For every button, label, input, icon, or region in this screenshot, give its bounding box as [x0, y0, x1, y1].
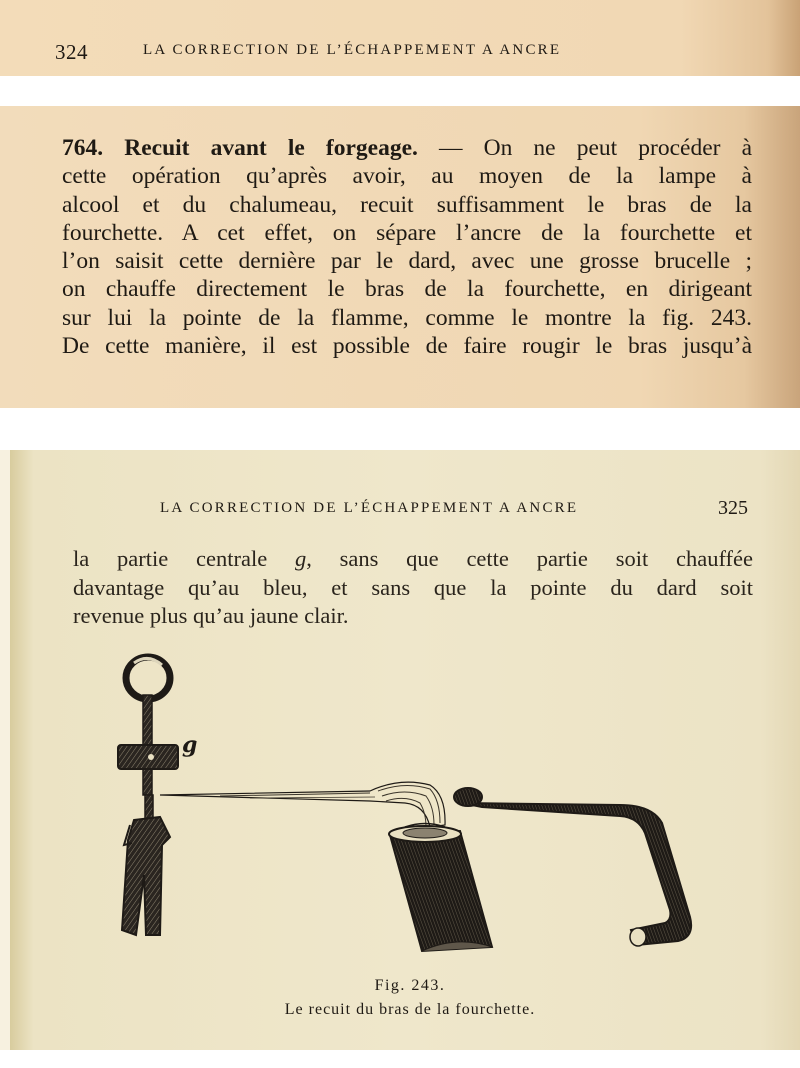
paragraph-line: l’on saisit cette dernière par le dard, avec une grosse brucelle ; — [62, 248, 752, 275]
paragraph-line: fourchette. A cet effet, on sépare l’ancre de la fourchette et — [62, 219, 752, 246]
running-head: LA CORRECTION DE L’ÉCHAPPEMENT A ANCRE — [143, 42, 562, 58]
paragraph-line: davantage qu’au bleu, et sans que la pointe du dard soit — [73, 574, 753, 600]
paragraph-line — [73, 545, 753, 574]
page-324-header-strip — [0, 0, 800, 76]
paragraph-line: De cette manière, il est possible de faire rougir le bras jusqu’à — [62, 333, 752, 360]
flame-drawing — [160, 782, 445, 827]
text-run: , sans que cette partie soit chauffée — [306, 546, 754, 571]
paragraph-line: sur lui la pointe de la flamme, comme le montre la fig. 243. — [62, 304, 752, 331]
lamp-wick-drawing — [389, 824, 492, 952]
page-number: 325 — [718, 497, 748, 519]
text-run: la partie centrale — [73, 546, 295, 571]
paragraph-line — [62, 134, 752, 162]
label-g: g — [182, 732, 198, 758]
page-number: 324 — [55, 40, 88, 64]
paragraph-line: on chauffe directement le bras de la fourchette, en dirigeant — [62, 276, 752, 303]
section-764-paragraph — [62, 134, 752, 360]
section-number: 764. — [62, 135, 104, 161]
continuation-paragraph — [73, 545, 753, 631]
paragraph-line: cette opération qu’après avoir, au moyen de la lampe à — [62, 163, 752, 190]
fork-drawing — [118, 657, 178, 935]
italic-g: g — [295, 546, 307, 571]
paragraph-line: alcool et du chalumeau, recuit suffisamment le bras de la — [62, 191, 752, 218]
section-title: Recuit avant le forgeage. — [124, 135, 418, 161]
figure-243-illustration — [100, 645, 720, 965]
paragraph-line: revenue plus qu’au jaune clair. — [73, 603, 349, 628]
figure-number: Fig. 243. — [374, 977, 446, 994]
blowpipe-drawing — [454, 788, 691, 946]
paragraph-line-text: — On ne peut procéder à — [417, 135, 753, 161]
running-head: LA CORRECTION DE L’ÉCHAPPEMENT A ANCRE — [160, 500, 579, 516]
figure-caption: Le recuit du bras de la fourchette. — [284, 1001, 536, 1018]
